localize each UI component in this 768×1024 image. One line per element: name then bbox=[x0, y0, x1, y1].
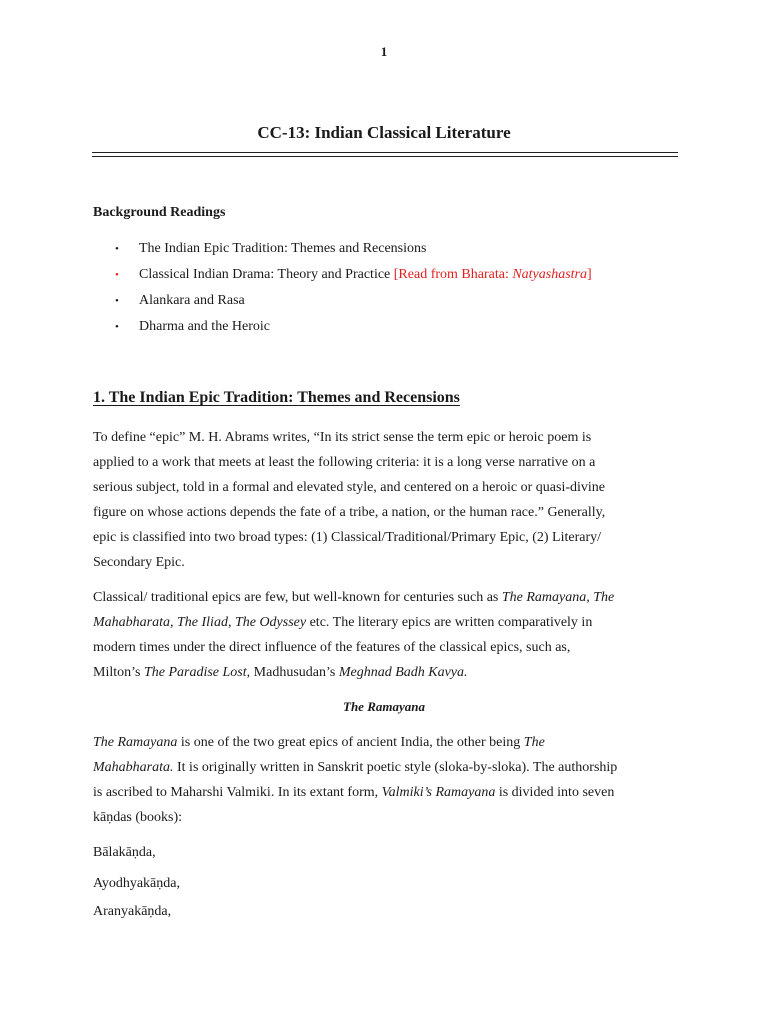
text-run: is one of the two great epics of ancient India, the other being bbox=[177, 735, 524, 750]
bullet-icon: • bbox=[115, 269, 119, 281]
list-item bbox=[93, 266, 592, 292]
text-line: figure on whose actions depends the fate of a tribe, a nation, or the human race.” Generally, bbox=[93, 505, 606, 520]
background-readings-heading: Background Readings bbox=[93, 205, 226, 220]
italic-run: Meghnad Badh Kavya. bbox=[338, 665, 468, 680]
ramayana-subheading: The Ramayana bbox=[343, 699, 425, 714]
background-readings-list bbox=[93, 240, 592, 344]
text-line: modern times under the direct influence of the features of the classical epics, such as, bbox=[93, 640, 571, 655]
paragraph-ramayana bbox=[93, 730, 678, 830]
list-item-text: Alankara and Rasa bbox=[139, 293, 245, 308]
list-item bbox=[93, 240, 592, 266]
list-item bbox=[93, 318, 592, 344]
italic-run: The Ramayana bbox=[93, 735, 178, 750]
text-line: serious subject, told in a formal and elevated style, and centered on a heroic or quasi-divine bbox=[93, 480, 605, 495]
kanda-item: Bālakāṇda, bbox=[93, 845, 156, 860]
text-run: , Madhusudan’s bbox=[246, 665, 339, 680]
text-run: is divided into seven bbox=[495, 785, 615, 800]
italic-run: Mahabharata. bbox=[93, 760, 174, 775]
italic-run: The bbox=[523, 735, 545, 750]
text-line: Secondary Epic. bbox=[93, 555, 185, 570]
text-line: To define “epic” M. H. Abrams writes, “In its strict sense the term epic or heroic poem is bbox=[93, 430, 592, 445]
text-run: etc. The literary epics are written comparatively in bbox=[306, 615, 593, 630]
text-line bbox=[93, 585, 678, 610]
text-line bbox=[93, 660, 678, 685]
text-line bbox=[93, 730, 678, 755]
list-item-text: The Indian Epic Tradition: Themes and Recensions bbox=[139, 241, 427, 256]
title-double-rule bbox=[92, 152, 678, 157]
text-run: Milton’s bbox=[93, 665, 144, 680]
bullet-icon: • bbox=[115, 321, 119, 333]
page-number: 1 bbox=[380, 44, 388, 59]
text-line: applied to a work that meets at least the following criteria: it is a long verse narrative on a bbox=[93, 455, 596, 470]
text-line bbox=[93, 755, 678, 780]
text-line: epic is classified into two broad types: (1) Classical/Traditional/Primary Epic, (2) Literary/ bbox=[93, 530, 602, 545]
text-run: Classical/ traditional epics are few, but well-known for centuries such as bbox=[93, 590, 502, 605]
reading-note-suffix: ] bbox=[587, 267, 592, 282]
bullet-icon: • bbox=[115, 295, 119, 307]
text-run: is ascribed to Maharshi Valmiki. In its extant form, bbox=[93, 785, 382, 800]
italic-run: The Paradise Lost bbox=[143, 665, 247, 680]
reading-note bbox=[394, 267, 592, 282]
list-item bbox=[93, 292, 592, 318]
reading-note-title: Natyashastra bbox=[512, 267, 588, 282]
reading-note-prefix: [Read from Bharata: bbox=[393, 267, 513, 282]
section-heading: 1. The Indian Epic Tradition: Themes and Recensions bbox=[93, 389, 460, 406]
kanda-item: Ayodhyakāṇda, bbox=[93, 876, 180, 891]
paragraph-epic-definition bbox=[93, 425, 678, 575]
list-item-text: Classical Indian Drama: Theory and Practice bbox=[139, 267, 394, 282]
italic-run: Mahabharata, The Iliad, The Odyssey bbox=[93, 615, 307, 630]
list-item-text: Dharma and the Heroic bbox=[139, 319, 270, 334]
italic-run: Valmiki’s Ramayana bbox=[381, 785, 496, 800]
italic-run: The Ramayana, The bbox=[501, 590, 615, 605]
paragraph-classical-epics bbox=[93, 585, 678, 685]
document-title: CC-13: Indian Classical Literature bbox=[257, 123, 511, 142]
text-line bbox=[93, 610, 678, 635]
text-line: kāṇdas (books): bbox=[93, 810, 183, 825]
text-run: It is originally written in Sanskrit poetic style (sloka-by-sloka). The authorship bbox=[173, 760, 618, 775]
bullet-icon: • bbox=[115, 243, 119, 255]
kanda-item: Aranyakāṇda, bbox=[93, 904, 172, 919]
text-line bbox=[93, 780, 678, 805]
